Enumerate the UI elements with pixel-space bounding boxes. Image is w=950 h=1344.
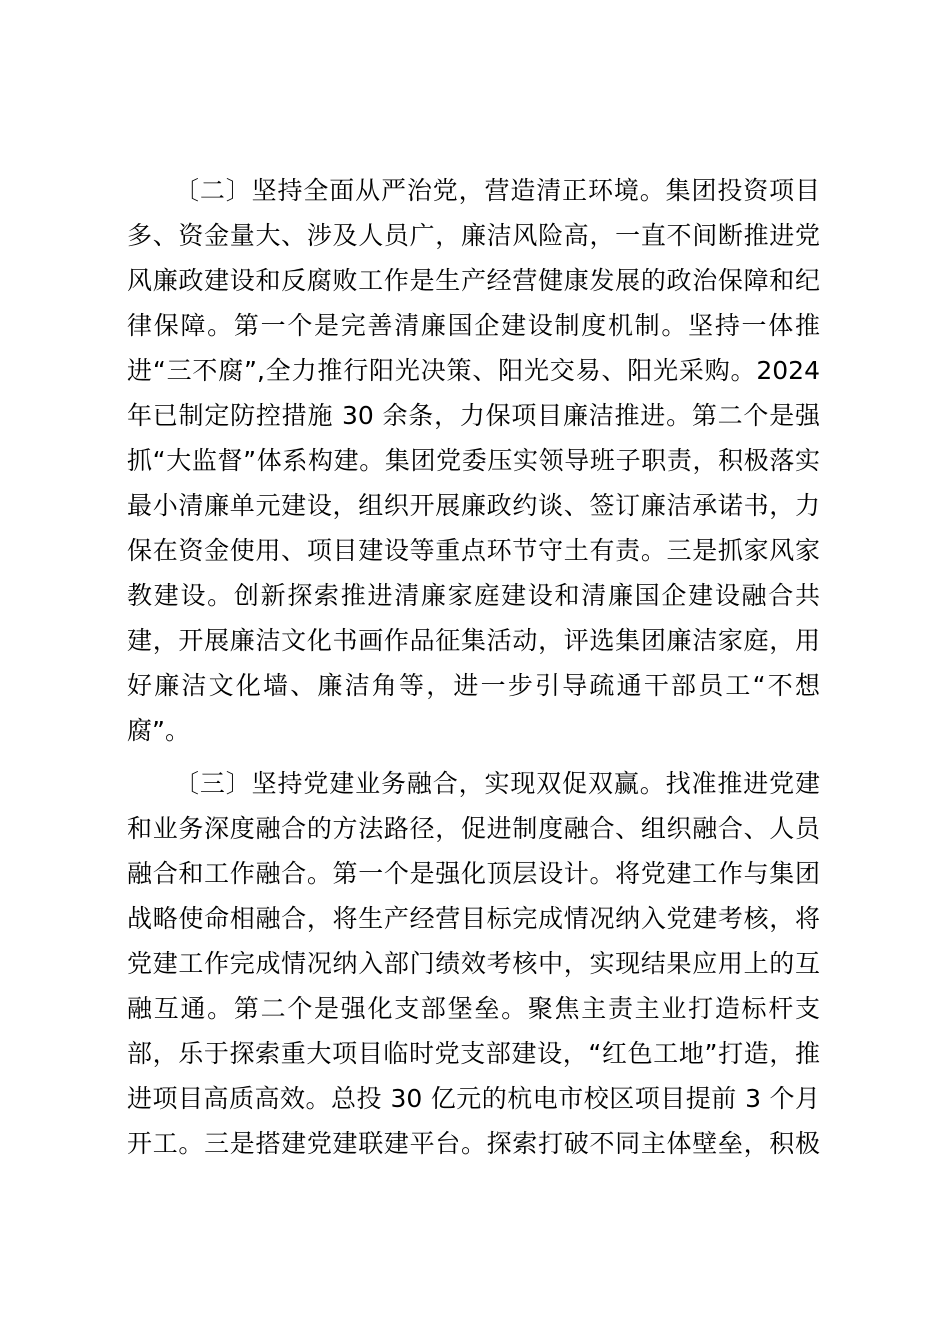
paragraph-line: 进“三不腐”,全力推行阳光决策、阳光交易、阳光采购。2024	[127, 356, 820, 385]
paragraph-line: 律保障。第一个是完善清廉国企建设制度机制。坚持一体推	[127, 311, 820, 340]
paragraph-line: 融互通。第二个是强化支部堡垒。聚焦主责主业打造标杆支	[127, 994, 820, 1023]
paragraph-line: 〔三〕坚持党建业务融合，实现双促双赢。找准推进党建	[174, 769, 820, 798]
paragraph-spacer	[127, 753, 820, 761]
paragraph-section-2	[127, 168, 820, 753]
paragraph-section-3	[127, 761, 820, 1166]
paragraph-line: 风廉政建设和反腐败工作是生产经营健康发展的政治保障和纪	[127, 266, 820, 295]
paragraph-line: 和业务深度融合的方法路径，促进制度融合、组织融合、人员	[127, 814, 820, 843]
paragraph-line: 教建设。创新探索推进清廉家庭建设和清廉国企建设融合共	[127, 581, 820, 610]
paragraph-line: 抓“大监督”体系构建。集团党委压实领导班子职责，积极落实	[127, 446, 820, 475]
paragraph-line: 年已制定防控措施 30 余条，力保项目廉洁推进。第二个是强	[127, 401, 820, 430]
paragraph-line: 好廉洁文化墙、廉洁角等，进一步引导疏通干部员工“不想	[127, 671, 820, 700]
paragraph-line: 腐”。	[127, 716, 190, 745]
paragraph-line: 战略使命相融合，将生产经营目标完成情况纳入党建考核，将	[127, 904, 820, 933]
document-body	[127, 168, 820, 1166]
paragraph-line: 开工。三是搭建党建联建平台。探索打破不同主体壁垒，积极	[127, 1129, 820, 1158]
paragraph-line: 多、资金量大、涉及人员广，廉洁风险高，一直不间断推进党	[127, 221, 820, 250]
paragraph-line: 融合和工作融合。第一个是强化顶层设计。将党建工作与集团	[127, 859, 820, 888]
paragraph-line: 保在资金使用、项目建设等重点环节守土有责。三是抓家风家	[127, 536, 820, 565]
paragraph-line: 进项目高质高效。总投 30 亿元的杭电市校区项目提前 3 个月	[127, 1084, 820, 1113]
paragraph-line: 党建工作完成情况纳入部门绩效考核中，实现结果应用上的互	[127, 949, 820, 978]
paragraph-line: 建，开展廉洁文化书画作品征集活动，评选集团廉洁家庭，用	[127, 626, 820, 655]
paragraph-line: 部，乐于探索重大项目临时党支部建设，“红色工地”打造，推	[127, 1039, 820, 1068]
paragraph-line: 〔二〕坚持全面从严治党，营造清正环境。集团投资项目	[174, 176, 820, 205]
paragraph-line: 最小清廉单元建设，组织开展廉政约谈、签订廉洁承诺书，力	[127, 491, 820, 520]
